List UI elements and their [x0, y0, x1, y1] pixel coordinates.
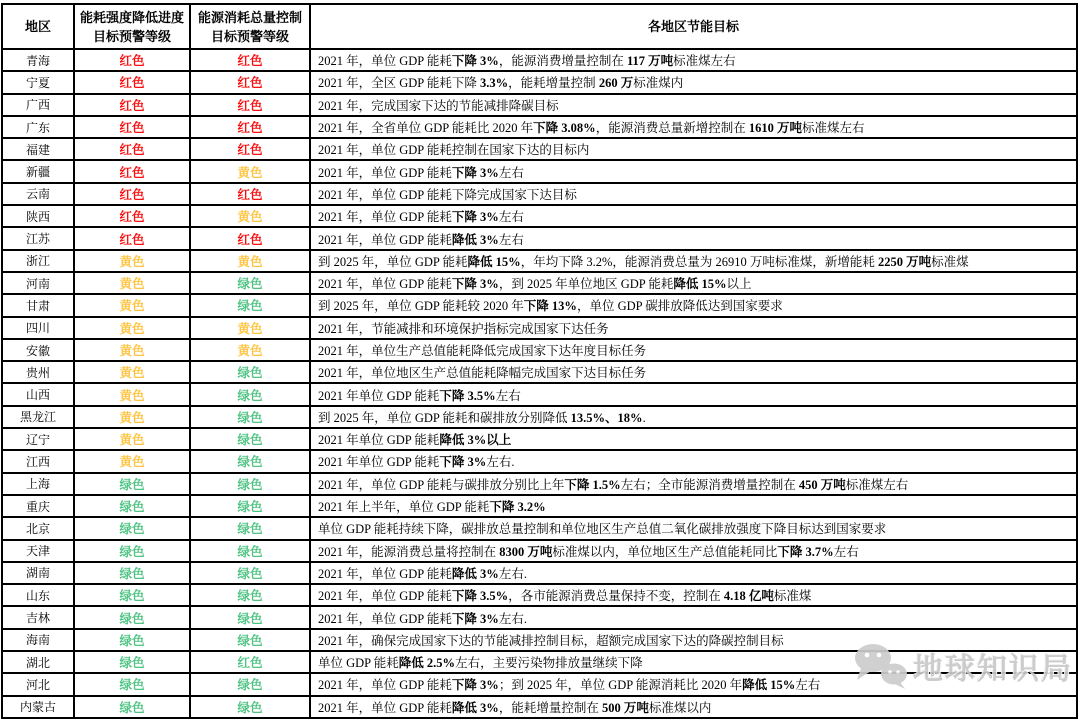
table-row — [2, 473, 1077, 495]
region-cell: 宁夏 — [2, 71, 74, 93]
intensity-warning-cell: 黄色 — [74, 450, 190, 472]
total-warning-cell: 绿色 — [190, 361, 310, 383]
total-warning-cell: 绿色 — [190, 696, 310, 718]
region-cell: 云南 — [2, 183, 74, 205]
intensity-warning-cell: 黄色 — [74, 272, 190, 294]
target-cell: 2021 年，单位 GDP 能耗下降 3%左右 — [310, 205, 1077, 227]
table-row — [2, 450, 1077, 472]
target-cell: 2021 年，单位 GDP 能耗下降 3%；到 2025 年，单位 GDP 能源消耗比 2020 年降低 15%左右 — [310, 673, 1077, 695]
total-warning-cell: 绿色 — [190, 606, 310, 628]
target-cell: 2021 年，单位 GDP 能耗下降 3%，到 2025 年单位地区 GDP 能耗降低 15%以上 — [310, 272, 1077, 294]
header-row — [2, 4, 1077, 49]
region-cell: 内蒙古 — [2, 696, 74, 718]
region-cell: 广西 — [2, 94, 74, 116]
region-cell: 江苏 — [2, 227, 74, 249]
intensity-warning-cell: 红色 — [74, 227, 190, 249]
total-warning-cell: 绿色 — [190, 473, 310, 495]
region-cell: 安徽 — [2, 339, 74, 361]
intensity-warning-cell: 绿色 — [74, 540, 190, 562]
table-row — [2, 696, 1077, 718]
total-warning-cell: 红色 — [190, 651, 310, 673]
table-row — [2, 406, 1077, 428]
target-cell: 到 2025 年，单位 GDP 能耗降低 15%，年均下降 3.2%，能源消费总量为 26910 万吨标准煤，新增能耗 2250 万吨标准煤 — [310, 250, 1077, 272]
target-cell: 到 2025 年，单位 GDP 能耗较 2020 年下降 13%，单位 GDP 碳排放降低达到国家要求 — [310, 294, 1077, 316]
region-cell: 山西 — [2, 383, 74, 405]
total-warning-cell: 黄色 — [190, 205, 310, 227]
target-cell: 2021 年，单位 GDP 能耗下降 3%左右 — [310, 160, 1077, 182]
total-warning-cell: 黄色 — [190, 160, 310, 182]
table-row — [2, 138, 1077, 160]
table-row — [2, 71, 1077, 93]
region-cell: 甘肃 — [2, 294, 74, 316]
table-row — [2, 540, 1077, 562]
table-row — [2, 495, 1077, 517]
col-header-total-warning — [190, 4, 310, 49]
region-cell: 黑龙江 — [2, 406, 74, 428]
intensity-warning-cell: 黄色 — [74, 339, 190, 361]
table-row — [2, 428, 1077, 450]
target-cell: 2021 年，全区 GDP 能耗下降 3.3%，能耗增量控制 260 万标准煤内 — [310, 71, 1077, 93]
region-cell: 江西 — [2, 450, 74, 472]
table-row — [2, 517, 1077, 539]
target-cell: 2021 年，单位生产总值能耗降低完成国家下达年度目标任务 — [310, 339, 1077, 361]
intensity-warning-cell: 红色 — [74, 94, 190, 116]
table-row — [2, 651, 1077, 673]
table-row — [2, 160, 1077, 182]
target-cell: 2021 年，单位 GDP 能耗下降 3.5%，各市能源消费总量保持不变，控制在 4.18 亿吨标准煤 — [310, 584, 1077, 606]
table-row — [2, 562, 1077, 584]
table-row — [2, 361, 1077, 383]
col-header-region — [2, 4, 74, 49]
intensity-warning-cell: 绿色 — [74, 673, 190, 695]
table-row — [2, 183, 1077, 205]
table-row — [2, 317, 1077, 339]
region-cell: 贵州 — [2, 361, 74, 383]
target-cell: 2021 年，单位 GDP 能耗下降 3%左右. — [310, 606, 1077, 628]
region-cell: 海南 — [2, 629, 74, 651]
region-cell: 陕西 — [2, 205, 74, 227]
region-cell: 广东 — [2, 116, 74, 138]
total-warning-cell: 绿色 — [190, 383, 310, 405]
target-cell: 到 2025 年，单位 GDP 能耗和碳排放分别降低 13.5%、18%. — [310, 406, 1077, 428]
intensity-warning-cell: 黄色 — [74, 317, 190, 339]
intensity-warning-cell: 红色 — [74, 183, 190, 205]
target-cell: 2021 年，单位 GDP 能耗下降 3%，能源消费增量控制在 117 万吨标准煤左右 — [310, 49, 1077, 71]
target-cell: 2021 年，完成国家下达的节能减排降碳目标 — [310, 94, 1077, 116]
intensity-warning-cell: 红色 — [74, 138, 190, 160]
table-row — [2, 272, 1077, 294]
table-body — [2, 49, 1077, 718]
total-warning-cell: 绿色 — [190, 540, 310, 562]
table-row — [2, 673, 1077, 695]
intensity-warning-cell: 绿色 — [74, 584, 190, 606]
col-header-total-line2: 目标预警等级 — [210, 28, 289, 44]
target-cell: 2021 年，单位地区生产总值能耗降幅完成国家下达目标任务 — [310, 361, 1077, 383]
intensity-warning-cell: 黄色 — [74, 406, 190, 428]
intensity-warning-cell: 黄色 — [74, 250, 190, 272]
total-warning-cell: 绿色 — [190, 495, 310, 517]
intensity-warning-cell: 红色 — [74, 116, 190, 138]
total-warning-cell: 绿色 — [190, 428, 310, 450]
total-warning-cell: 绿色 — [190, 450, 310, 472]
target-cell: 2021 年，确保完成国家下达的节能减排控制目标，超额完成国家下达的降碳控制目标 — [310, 629, 1077, 651]
total-warning-cell: 黄色 — [190, 339, 310, 361]
table-row — [2, 606, 1077, 628]
total-warning-cell: 黄色 — [190, 317, 310, 339]
intensity-warning-cell: 绿色 — [74, 606, 190, 628]
intensity-warning-cell: 黄色 — [74, 383, 190, 405]
region-cell: 辽宁 — [2, 428, 74, 450]
table-row — [2, 49, 1077, 71]
region-cell: 上海 — [2, 473, 74, 495]
target-cell: 2021 年，单位 GDP 能耗与碳排放分别比上年下降 1.5%左右；全市能源消费增量控制在 450 万吨标准煤左右 — [310, 473, 1077, 495]
intensity-warning-cell: 绿色 — [74, 651, 190, 673]
intensity-warning-cell: 红色 — [74, 49, 190, 71]
intensity-warning-cell: 黄色 — [74, 361, 190, 383]
table-row — [2, 94, 1077, 116]
total-warning-cell: 绿色 — [190, 406, 310, 428]
target-cell: 2021 年，节能减排和环境保护指标完成国家下达任务 — [310, 317, 1077, 339]
target-cell: 2021 年，全省单位 GDP 能耗比 2020 年下降 3.08%，能源消费总量新增控制在 1610 万吨标准煤左右 — [310, 116, 1077, 138]
intensity-warning-cell: 绿色 — [74, 696, 190, 718]
table-row — [2, 227, 1077, 249]
col-header-targets — [310, 4, 1077, 49]
intensity-warning-cell: 绿色 — [74, 473, 190, 495]
intensity-warning-cell: 绿色 — [74, 495, 190, 517]
col-header-region-label: 地区 — [24, 19, 51, 34]
intensity-warning-cell: 黄色 — [74, 428, 190, 450]
region-cell: 重庆 — [2, 495, 74, 517]
region-cell: 四川 — [2, 317, 74, 339]
target-cell: 2021 年，单位 GDP 能耗降低 3%左右. — [310, 562, 1077, 584]
intensity-warning-cell: 黄色 — [74, 294, 190, 316]
region-cell: 湖南 — [2, 562, 74, 584]
col-header-intensity-line2: 目标预警等级 — [92, 28, 171, 44]
total-warning-cell: 红色 — [190, 71, 310, 93]
col-header-total-line1: 能源消耗总量控制 — [197, 9, 302, 25]
col-header-targets-label: 各地区节能目标 — [647, 19, 739, 34]
region-cell: 浙江 — [2, 250, 74, 272]
region-cell: 北京 — [2, 517, 74, 539]
total-warning-cell: 绿色 — [190, 272, 310, 294]
table-row — [2, 250, 1077, 272]
total-warning-cell: 红色 — [190, 227, 310, 249]
total-warning-cell: 红色 — [190, 138, 310, 160]
intensity-warning-cell: 绿色 — [74, 629, 190, 651]
region-cell: 天津 — [2, 540, 74, 562]
table-row — [2, 205, 1077, 227]
intensity-warning-cell: 红色 — [74, 71, 190, 93]
region-cell: 湖北 — [2, 651, 74, 673]
target-cell: 2021 年，单位 GDP 能耗降低 3%左右 — [310, 227, 1077, 249]
total-warning-cell: 红色 — [190, 183, 310, 205]
total-warning-cell: 绿色 — [190, 562, 310, 584]
table-row — [2, 116, 1077, 138]
total-warning-cell: 红色 — [190, 116, 310, 138]
target-cell: 单位 GDP 能耗降低 2.5%左右，主要污染物排放量继续下降 — [310, 651, 1077, 673]
total-warning-cell: 绿色 — [190, 517, 310, 539]
table-row — [2, 383, 1077, 405]
region-cell: 新疆 — [2, 160, 74, 182]
region-cell: 山东 — [2, 584, 74, 606]
target-cell: 2021 年单位 GDP 能耗下降 3.5%左右 — [310, 383, 1077, 405]
total-warning-cell: 红色 — [190, 49, 310, 71]
target-cell: 2021 年上半年，单位 GDP 能耗下降 3.2% — [310, 495, 1077, 517]
target-cell: 2021 年单位 GDP 能耗降低 3%以上 — [310, 428, 1077, 450]
energy-warning-table — [1, 3, 1078, 719]
target-cell: 2021 年，能源消费总量将控制在 8300 万吨标准煤以内，单位地区生产总值能耗同比下降 3.7%左右 — [310, 540, 1077, 562]
total-warning-cell: 绿色 — [190, 584, 310, 606]
target-cell: 2021 年，单位 GDP 能耗控制在国家下达的目标内 — [310, 138, 1077, 160]
total-warning-cell: 绿色 — [190, 629, 310, 651]
target-cell: 2021 年单位 GDP 能耗下降 3%左右. — [310, 450, 1077, 472]
col-header-intensity-warning — [74, 4, 190, 49]
intensity-warning-cell: 红色 — [74, 205, 190, 227]
total-warning-cell: 黄色 — [190, 250, 310, 272]
table-row — [2, 629, 1077, 651]
table-row — [2, 584, 1077, 606]
target-cell: 2021 年，单位 GDP 能耗降低 3%，能耗增量控制在 500 万吨标准煤以内 — [310, 696, 1077, 718]
col-header-intensity-line1: 能耗强度降低进度 — [79, 9, 184, 25]
total-warning-cell: 绿色 — [190, 673, 310, 695]
target-cell: 2021 年，单位 GDP 能耗下降完成国家下达目标 — [310, 183, 1077, 205]
region-cell: 青海 — [2, 49, 74, 71]
region-cell: 福建 — [2, 138, 74, 160]
total-warning-cell: 红色 — [190, 94, 310, 116]
region-cell: 吉林 — [2, 606, 74, 628]
target-cell: 单位 GDP 能耗持续下降，碳排放总量控制和单位地区生产总值二氧化碳排放强度下降目标达到国家要求 — [310, 517, 1077, 539]
intensity-warning-cell: 红色 — [74, 160, 190, 182]
watermark-text: 地球知识局 — [913, 653, 1073, 686]
intensity-warning-cell: 绿色 — [74, 517, 190, 539]
table-row — [2, 339, 1077, 361]
region-cell: 河南 — [2, 272, 74, 294]
total-warning-cell: 绿色 — [190, 294, 310, 316]
region-cell: 河北 — [2, 673, 74, 695]
table-row — [2, 294, 1077, 316]
intensity-warning-cell: 绿色 — [74, 562, 190, 584]
